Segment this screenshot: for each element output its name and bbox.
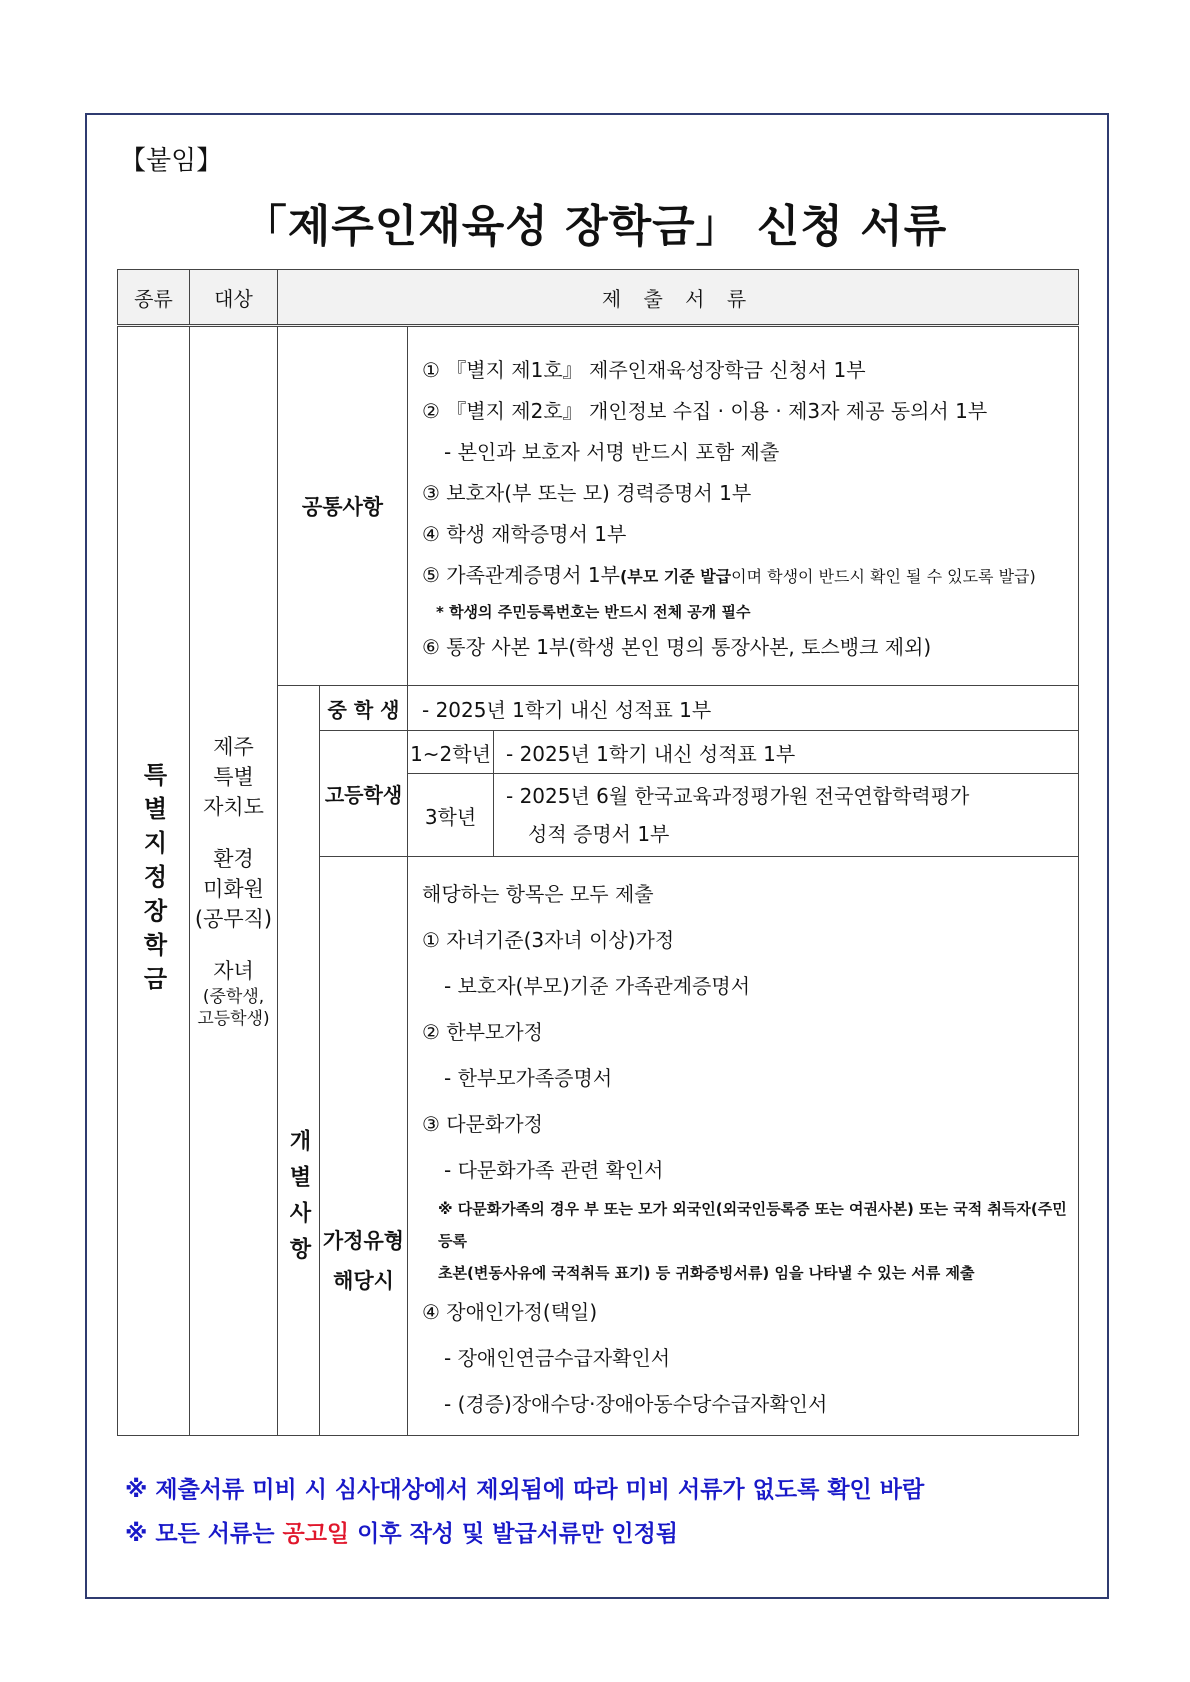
common-item-note: * 학생의 주민등록번호는 반드시 전체 공개 필수: [436, 603, 751, 621]
attachment-label: 【붙임】: [120, 146, 223, 176]
type-value: 특별지정장학금: [139, 762, 167, 1000]
family-note: 초본(변동사유에 국적취득 표기) 등 귀화증빙서류) 임을 나타낼 수 있는 서류 제출: [438, 1264, 975, 1282]
target-line: 자치도: [203, 795, 264, 819]
footer-notes: [125, 1468, 924, 1556]
table-row: [118, 326, 1079, 686]
item5-bold: (부모 기준 발급: [619, 567, 732, 586]
item5-main: ⑤ 가족관계증명서 1부: [422, 563, 620, 587]
common-item: ① 『별지 제1호』 제주인재육성장학금 신청서 1부: [422, 358, 866, 382]
family-item: - 장애인연금수급자확인서: [444, 1346, 671, 1370]
table-header-row: [118, 270, 1079, 326]
high-g3-doc-line: 성적 증명서 1부: [528, 822, 670, 846]
individual-label: 개별사항: [286, 1128, 311, 1273]
high-g3-doc-line: - 2025년 6월 한국교육과정평가원 전국연합학력평가: [506, 784, 970, 808]
high-g12-label: 1~2학년: [408, 731, 494, 774]
target-line: 제주: [213, 735, 254, 759]
high-label: 고등학생: [320, 731, 408, 857]
family-label: [320, 857, 408, 1436]
family-item: - (경증)장애수당·장애아동수당수급자확인서: [444, 1392, 828, 1416]
common-item-5: [422, 555, 1078, 597]
family-list: [408, 857, 1079, 1436]
high-g3-doc: [494, 774, 1079, 857]
family-item: - 다문화가족 관련 확인서: [444, 1158, 664, 1182]
target-line: (공무직): [194, 907, 273, 931]
header-target: 대상: [190, 270, 278, 326]
footer-note-2-b: 이후 작성 및 발급서류만 인정됨: [349, 1521, 679, 1547]
middle-doc: - 2025년 1학기 내신 성적표 1부: [408, 686, 1079, 731]
target-line-small: 고등학생): [197, 1009, 270, 1029]
family-intro: 해당하는 항목은 모두 제출: [422, 882, 654, 906]
page-title: 「제주인재육성 장학금」 신청 서류: [242, 201, 948, 252]
target-line-small: (중학생,: [202, 987, 265, 1007]
family-item: ④ 장애인가정(택일): [422, 1300, 598, 1324]
high-g3-label: 3학년: [408, 774, 494, 857]
family-item: ② 한부모가정: [422, 1020, 543, 1044]
header-documents: 제 출 서 류: [278, 270, 1079, 326]
family-note: ※ 다문화가족의 경우 부 또는 모가 외국인(외국인등록증 또는 여권사본) 또는 국적 취득자(주민등록: [438, 1200, 1067, 1250]
target-line: 환경: [213, 847, 254, 871]
individual-label-cell: [278, 686, 320, 1436]
footer-note-2-red: 공고일: [282, 1521, 350, 1547]
common-list: [408, 326, 1079, 686]
documents-table: [117, 269, 1079, 1436]
footer-note: ※ 제출서류 미비 시 심사대상에서 제외됨에 따라 미비 서류가 없도록 확인 바람: [125, 1477, 925, 1503]
target-line: 미화원: [203, 877, 264, 901]
common-item: ⑥ 통장 사본 1부(학생 본인 명의 통장사본, 토스뱅크 제외): [422, 635, 932, 659]
target-cell: [190, 326, 278, 1436]
target-line: 자녀: [213, 959, 254, 983]
family-item: - 한부모가족증명서: [444, 1066, 613, 1090]
common-item: ② 『별지 제2호』 개인정보 수집 · 이용 · 제3자 제공 동의서 1부: [422, 399, 988, 423]
middle-label: 중 학 생: [320, 686, 408, 731]
common-item: ③ 보호자(부 또는 모) 경력증명서 1부: [422, 481, 752, 505]
item5-rest: 이며 학생이 반드시 확인 될 수 있도록 발급): [731, 567, 1036, 586]
common-item: - 본인과 보호자 서명 반드시 포함 제출: [444, 440, 780, 464]
family-label-line: 가정유형: [322, 1229, 405, 1253]
footer-note-2: [125, 1512, 924, 1556]
target-line: 특별: [213, 765, 254, 789]
header-type: 종류: [118, 270, 190, 326]
type-cell: [118, 326, 190, 1436]
family-item: ① 자녀기준(3자녀 이상)가정: [422, 928, 675, 952]
family-label-line: 해당시: [333, 1269, 394, 1293]
common-label: 공통사항: [278, 326, 408, 686]
high-g12-doc: - 2025년 1학기 내신 성적표 1부: [494, 731, 1079, 774]
common-item: ④ 학생 재학증명서 1부: [422, 522, 627, 546]
family-item: - 보호자(부모)기준 가족관계증명서: [444, 974, 751, 998]
footer-note-2-a: ※ 모든 서류는: [125, 1521, 283, 1547]
family-item: ③ 다문화가정: [422, 1112, 543, 1136]
